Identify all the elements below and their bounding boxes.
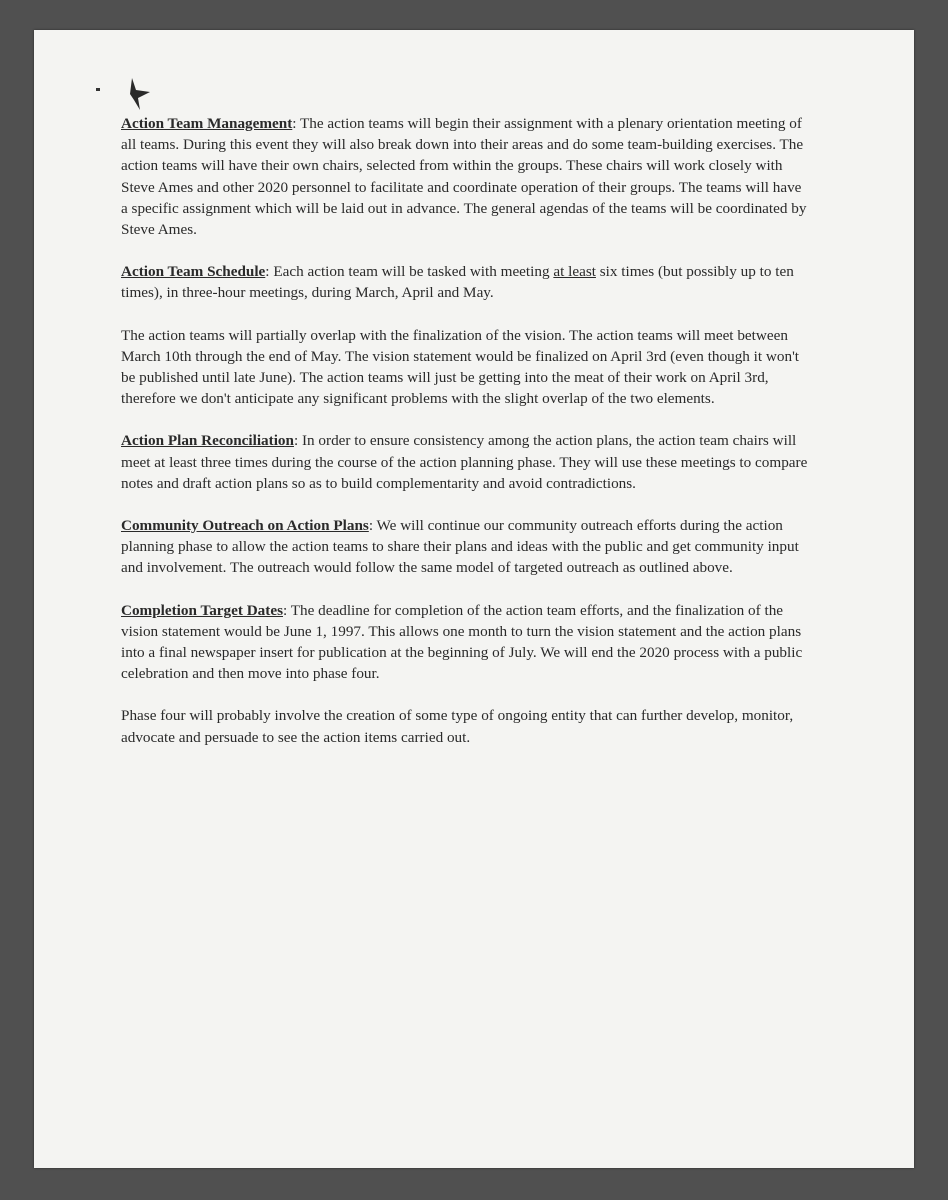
paragraph-community-outreach	[121, 515, 811, 579]
paragraph-text: : Each action team will be tasked with meeting	[265, 263, 554, 281]
document-body	[121, 113, 811, 769]
paragraph-action-team-schedule	[121, 261, 811, 303]
paragraph-text: : The deadline for completion of the action team efforts, and the finalization of the vision statement would be June 1, 1997. This allows one month to turn the vision statement and the action plans into a final newspaper insert for publication at the beginning of July. We will end the 2020 process with a public celebration and then move into phase four.	[121, 601, 803, 683]
paragraph-text: six times (but possibly up to ten times), in three-hour meetings, during March, April and May.	[121, 263, 794, 302]
paragraph-action-plan-reconciliation	[121, 430, 811, 494]
paragraph-text: : In order to ensure consistency among the action plans, the action team chairs will meet at least three times during the course of the action planning phase. They will use these meetings to compare notes and draft action plans so as to build complementarity and avoid contradictions.	[121, 432, 808, 492]
heading-community-outreach: Community Outreach on Action Plans	[121, 517, 369, 535]
paragraph-text: Phase four will probably involve the creation of some type of ongoing entity that can further develop, monitor, advocate and persuade to see the action items carried out.	[121, 707, 794, 746]
heading-completion-target-dates: Completion Target Dates	[121, 601, 283, 619]
paragraph-overlap	[121, 325, 811, 410]
heading-action-team-schedule: Action Team Schedule	[121, 263, 266, 281]
heading-action-team-management: Action Team Management	[121, 115, 293, 132]
heading-action-plan-reconciliation: Action Plan Reconciliation	[121, 432, 294, 450]
pen-mark-icon	[96, 76, 156, 116]
paragraph-text: The action teams will partially overlap with the finalization of the vision. The action teams will meet between March 10th through the end of May. The vision statement would be finalized on April 3rd (even though it won't be published until late June). The action teams will just be getting into the meat of their work on April 3rd, therefore we don't anticipate any significant problems with the slight overlap of the two elements.	[121, 326, 800, 408]
underlined-text: at least	[553, 263, 596, 281]
paragraph-action-team-management	[121, 113, 811, 240]
paragraph-phase-four	[121, 705, 811, 747]
paragraph-completion-target-dates	[121, 600, 811, 685]
paragraph-text: : We will continue our community outreach efforts during the action planning phase to allow the action teams to share their plans and ideas with the public and get community input and involvement. The outreach would follow the same model of targeted outreach as outlined above.	[121, 517, 799, 577]
paragraph-text: : The action teams will begin their assignment with a plenary orientation meeting of all teams. During this event they will also break down into their areas and do some team-building exercises. The action teams will have their own chairs, selected from within the groups. These chairs will work closely with Steve Ames and other 2020 personnel to facilitate and coordinate operation of their groups. The teams will have a specific assignment which will be laid out in advance. The general agendas of the teams will be coordinated by Steve Ames.	[121, 115, 807, 239]
